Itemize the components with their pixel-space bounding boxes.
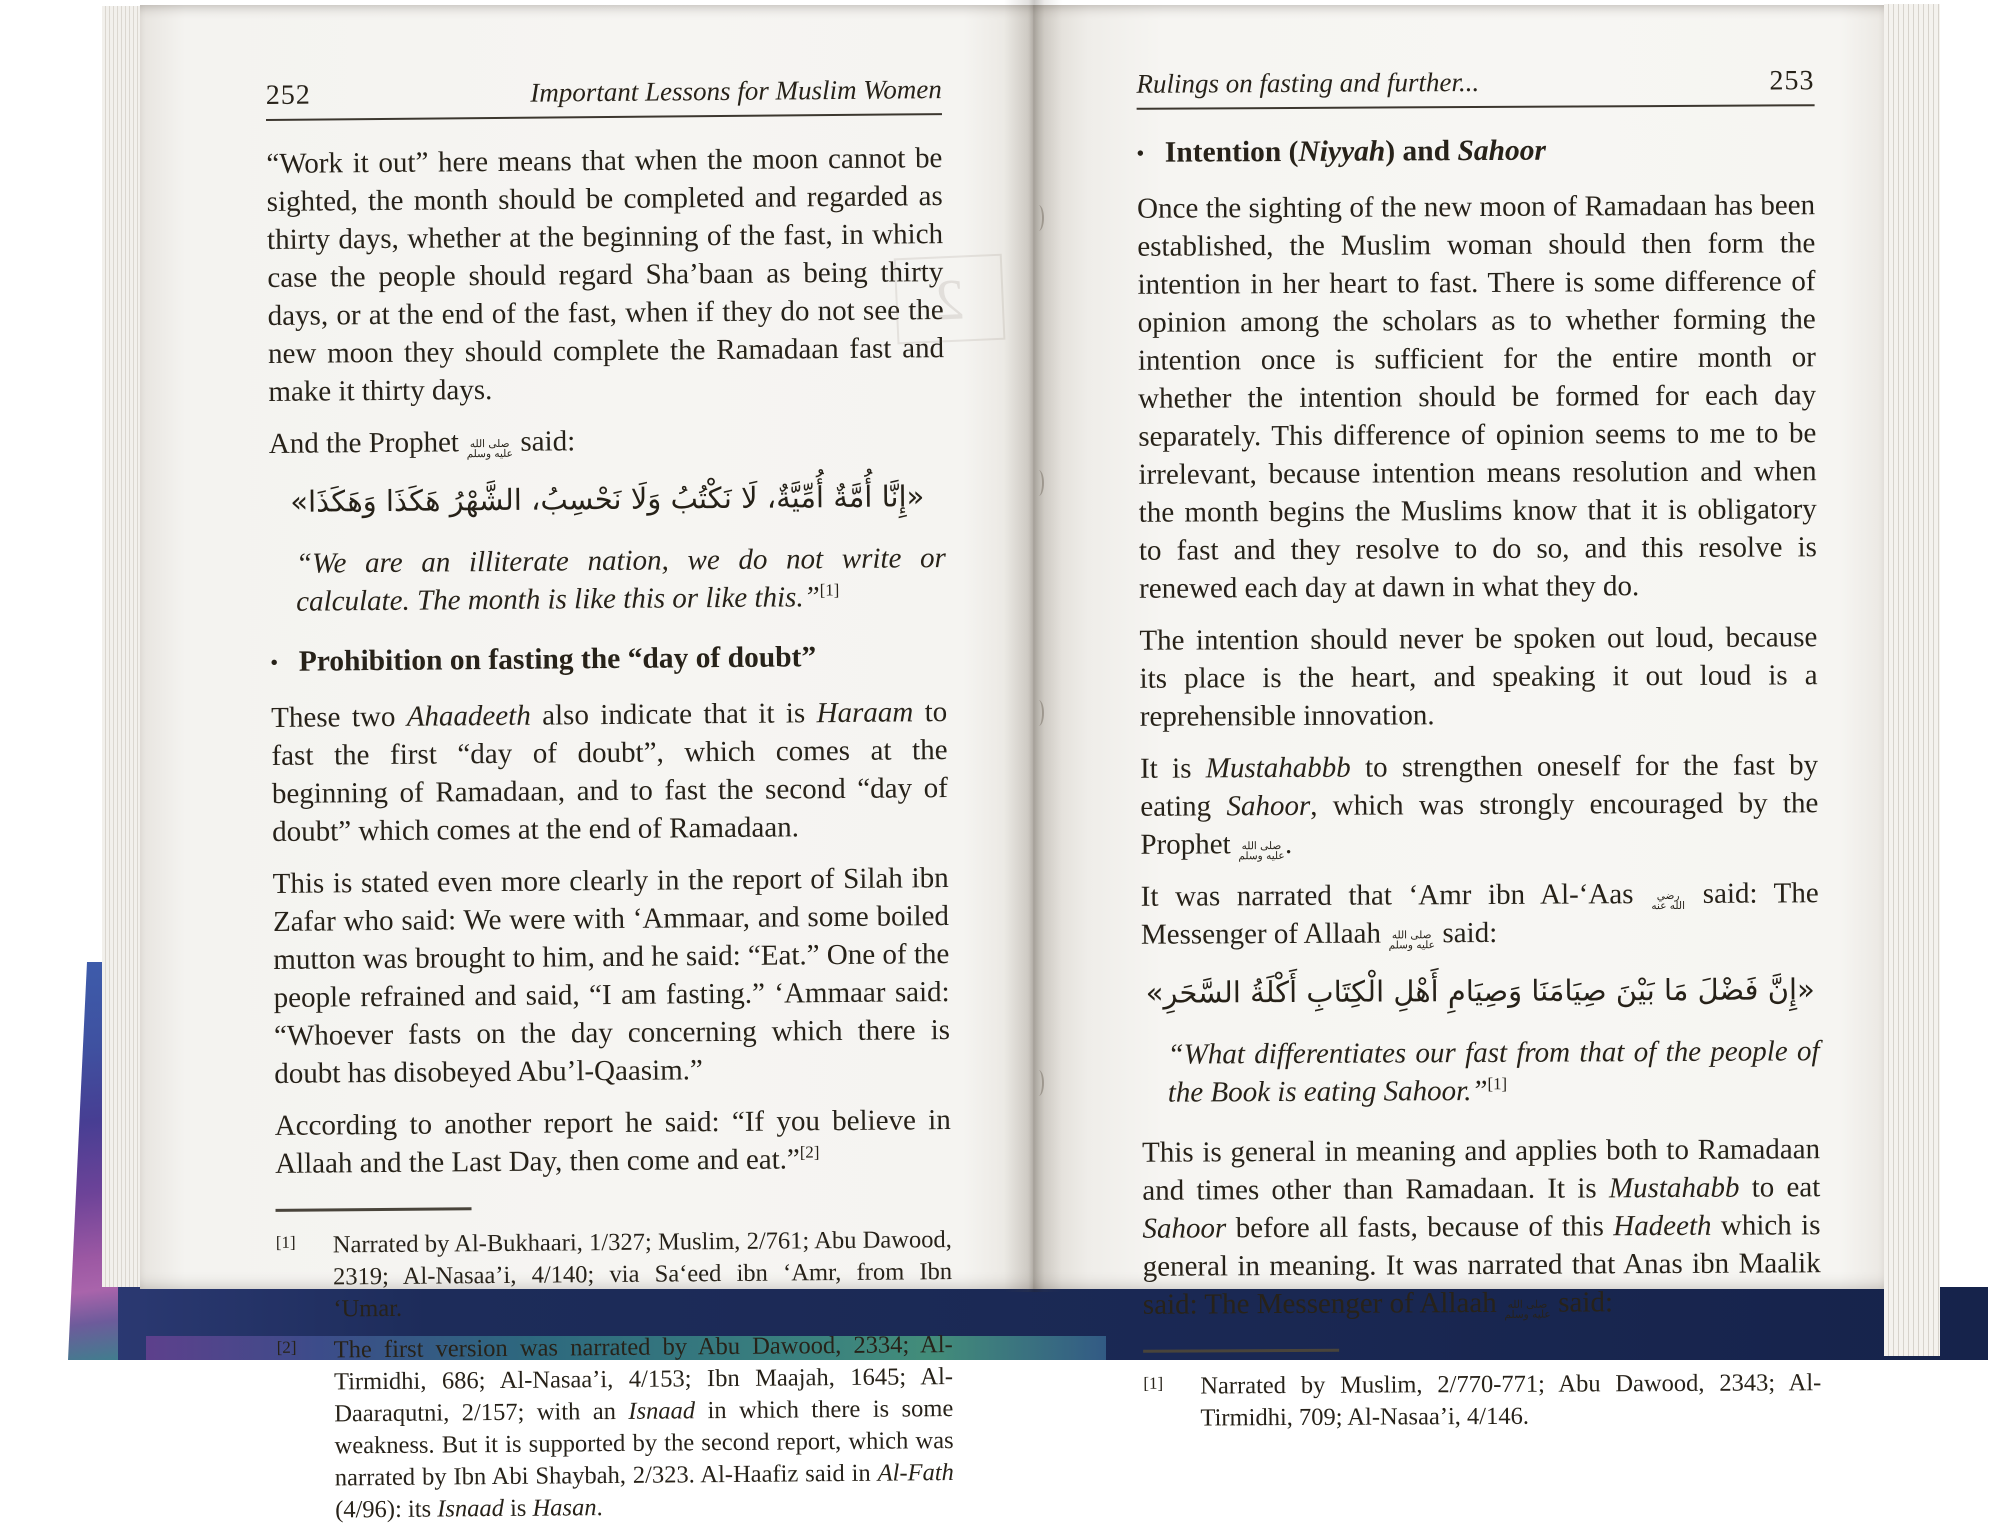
showthrough-lesson-box (894, 254, 1006, 345)
saw-honorific-icon: صلى الله عليه وسلم (1504, 1300, 1551, 1320)
text-run: According to another report he said: “If you believe in Allaah and the Last Day, then come and eat.” (275, 1104, 951, 1180)
right-page-body (1137, 130, 1821, 1324)
right-page-header (1136, 65, 1814, 101)
left-page-footnotes (276, 1224, 955, 1527)
heading-text (1165, 132, 1546, 172)
hadith-translation (270, 539, 947, 621)
text-run: ) and (1385, 135, 1457, 167)
text-run: The intention should never be spoken out loud, because its place is the heart, and speaking it out loud is a reprehensible innovation. (1139, 621, 1817, 733)
text-run: It is (1140, 752, 1206, 784)
showthrough-numeral: 2 (934, 265, 966, 333)
spine-stitch-icon (1031, 700, 1044, 726)
paragraph (266, 139, 944, 411)
text-run: Al-Fath (878, 1459, 954, 1487)
paragraph (1137, 186, 1817, 608)
text-run: Hadeeth (1613, 1210, 1711, 1243)
text-run: to eat (1739, 1171, 1820, 1203)
right-page (1033, 5, 1884, 1289)
text-run: said: The Messenger of Allaah (1141, 877, 1819, 951)
text-run: Narrated by Muslim, 2/770-771; Abu Dawood, 2343; Al-Tirmidhi, 709; Al-Nasaa’i, 4/146. (1200, 1369, 1821, 1431)
footnote (1143, 1367, 1821, 1435)
left-page (140, 5, 1033, 1289)
header-rule (266, 113, 942, 121)
bullet-icon: • (271, 644, 278, 682)
text-run: said: (513, 425, 575, 458)
saw-honorific-icon: صلى الله عليه وسلم (1388, 930, 1435, 950)
text-run: Sahoor (1457, 135, 1546, 167)
page-number: 252 (266, 80, 311, 112)
right-page-footnotes (1143, 1367, 1821, 1435)
footnote-marker: [1] (1143, 1368, 1163, 1400)
text-run: «إِنَّا أُمَّةٌ أُمِّيَّةٌ، لَا نَكْتُبُ وَلَا نَحْسِبُ، الشَّهْرُ هَكَذَا وَهَكَذَا» (290, 479, 924, 519)
text-run: The first version was narrated by Abu Dawood, 2334; Al-Tirmidhi, 686; Al-Nasaa’i, 4/153; Ibn Maajah, 1645; Al-Daaraqutni, 2/157; with an (334, 1331, 953, 1427)
paragraph (273, 859, 951, 1093)
left-page-body (266, 139, 951, 1183)
text-run: [1] (820, 580, 840, 599)
text-run: It was narrated that ‘Amr ibn Al-‘Aas (1141, 878, 1651, 913)
text-run: “We are an illiterate nation, we do not write or calculate. The month is like this or like this.” (296, 542, 946, 618)
spine-stitch-icon (1031, 470, 1044, 496)
text-run: . (596, 1494, 602, 1521)
arabic-hadith (269, 473, 945, 525)
running-title: Rulings on fasting and further... (1136, 67, 1479, 100)
footnote-marker: [1] (276, 1227, 296, 1259)
text-run: said: (1435, 917, 1497, 949)
arabic-hadith (1141, 966, 1819, 1016)
paragraph (1140, 746, 1819, 864)
text-run: Mustahabb (1609, 1172, 1740, 1205)
text-run: . (1285, 828, 1292, 860)
spine-stitch-icon (1031, 205, 1044, 231)
text-run: Mustahabbb (1206, 752, 1351, 785)
text-run: Hasan (532, 1494, 596, 1522)
text-run: “What differentiates our fast from that of the people of the Book is eating Sahoor.” (1167, 1035, 1819, 1108)
text-run: Niyyah (1298, 135, 1385, 167)
saw-honorific-icon: صلى الله عليه وسلم (466, 439, 513, 459)
text-run: , which was strongly encouraged by the Prophet (1140, 787, 1818, 861)
page-number: 253 (1769, 65, 1814, 97)
page-edges-right (1884, 4, 1940, 1356)
running-title: Important Lessons for Muslim Women (530, 74, 942, 109)
bullet-icon: • (1137, 135, 1144, 173)
saw-honorific-icon: صلى الله عليه وسلم (1238, 841, 1285, 861)
text-run: These two (271, 701, 407, 734)
text-run: Prohibition on fasting the “day of doubt” (299, 641, 817, 678)
text-run: «إِنَّ فَضْلَ مَا بَيْنَ صِيَامَنَا وَصِيَامِ أَهْلِ الْكِتَابِ أَكْلَةُ السَّحَرِ» (1146, 972, 1815, 1010)
text-run: is (504, 1495, 533, 1522)
footnote (277, 1329, 955, 1527)
footnote-marker: [2] (277, 1332, 297, 1364)
text-run: Once the sighting of the new moon of Ramadaan has been established, the Muslim woman should then form the intention in her heart to fast. There is some difference of opinion among the scholars as to whether forming the intention once is sufficient for the entire month or whether the intention should be formed for each day separately. This difference of opinion seems to me to be irrelevant, because intention means resolution and when the month begins the Muslims know that it is obligatory to fast and they resolve to do so, and this resolve is renewed each day at dawn in what they do. (1137, 189, 1817, 605)
paragraph (1142, 1130, 1821, 1324)
text-run: Intention ( (1165, 136, 1299, 169)
paragraph (271, 693, 948, 851)
text-run: Isnaad (628, 1397, 695, 1425)
text-run: [1] (1487, 1074, 1507, 1093)
text-run: “Work it out” here means that when the moon cannot be sighted, the month should be completed and regarded as thirty days, whether at the beginning of the fast, in which case the people should regard Sha’baan as being thirty days, or at the end of the fast, when if they do not see the new moon they should complete the Ramadaan fast and make it thirty days. (266, 142, 944, 408)
footnote-separator (276, 1207, 472, 1212)
text-run: Haraam (816, 696, 913, 729)
text-run: Sahoor (1142, 1212, 1226, 1244)
section-heading (1137, 130, 1815, 172)
text-run: And the Prophet (269, 426, 467, 460)
section-heading (271, 637, 947, 681)
text-run: Ahaadeeth (407, 700, 531, 733)
text-run: This is stated even more clearly in the report of Silah ibn Zafar who said: We were with ‘Ammaar, and some boiled mutton was brought to him, and he said: “Eat.” One of the people refrained and said, “I am fasting.” ‘Ammaar said: “Whoever fasts on the day concerning which there is doubt has disobeyed Abu’l-Qaasim.” (273, 862, 951, 1090)
footnote-separator (1143, 1349, 1339, 1353)
paragraph (275, 1101, 952, 1183)
footnote (276, 1224, 953, 1326)
left-page-header (266, 74, 942, 112)
paragraph (1139, 618, 1818, 736)
text-run: (4/96): its (335, 1496, 437, 1524)
text-run: to strengthen oneself for the fast by eating (1140, 749, 1818, 823)
spine-stitch-icon (1031, 1070, 1044, 1096)
text-run: said: (1551, 1286, 1613, 1318)
left-page-content (266, 74, 955, 1536)
text-run: This is general in meaning and applies both to Ramadaan and times other than Ramadaan. It is (1142, 1133, 1820, 1207)
text-run: Narrated by Al-Bukhaari, 1/327; Muslim, 2/761; Abu Dawood, 2319; Al-Nasaa’i, 4/140; via Sa‘eed ibn ‘Amr, from Ibn ‘Umar. (333, 1226, 952, 1322)
text-run: also indicate that it is (531, 697, 817, 731)
right-page-content (1136, 65, 1821, 1444)
text-run: before all fasts, because of this (1226, 1210, 1613, 1244)
text-run: in which there is some weakness. But it is supported by the second report, which was narrated by Ibn Abi Shaybah, 2/323. Al-Haafiz said in (334, 1395, 953, 1491)
hadith-translation (1141, 1032, 1819, 1112)
text-run: to fast the first “day of doubt”, which comes at the beginning of Ramadaan, and to fast the second “day of doubt” which comes at the end of Ramadaan. (271, 696, 948, 848)
radi-honorific-icon: رضي الله عنه (1650, 891, 1686, 911)
paragraph (269, 419, 945, 463)
paragraph (1141, 874, 1819, 954)
text-run: Sahoor (1226, 790, 1310, 822)
text-run: [2] (800, 1143, 820, 1162)
heading-text (299, 638, 817, 681)
header-rule (1137, 104, 1815, 110)
text-run: which is general in meaning. It was narrated that Anas ibn Maalik said: The Messenger of Allaah (1143, 1209, 1821, 1321)
page-edges-left (102, 6, 144, 1287)
text-run: Isnaad (437, 1495, 504, 1523)
